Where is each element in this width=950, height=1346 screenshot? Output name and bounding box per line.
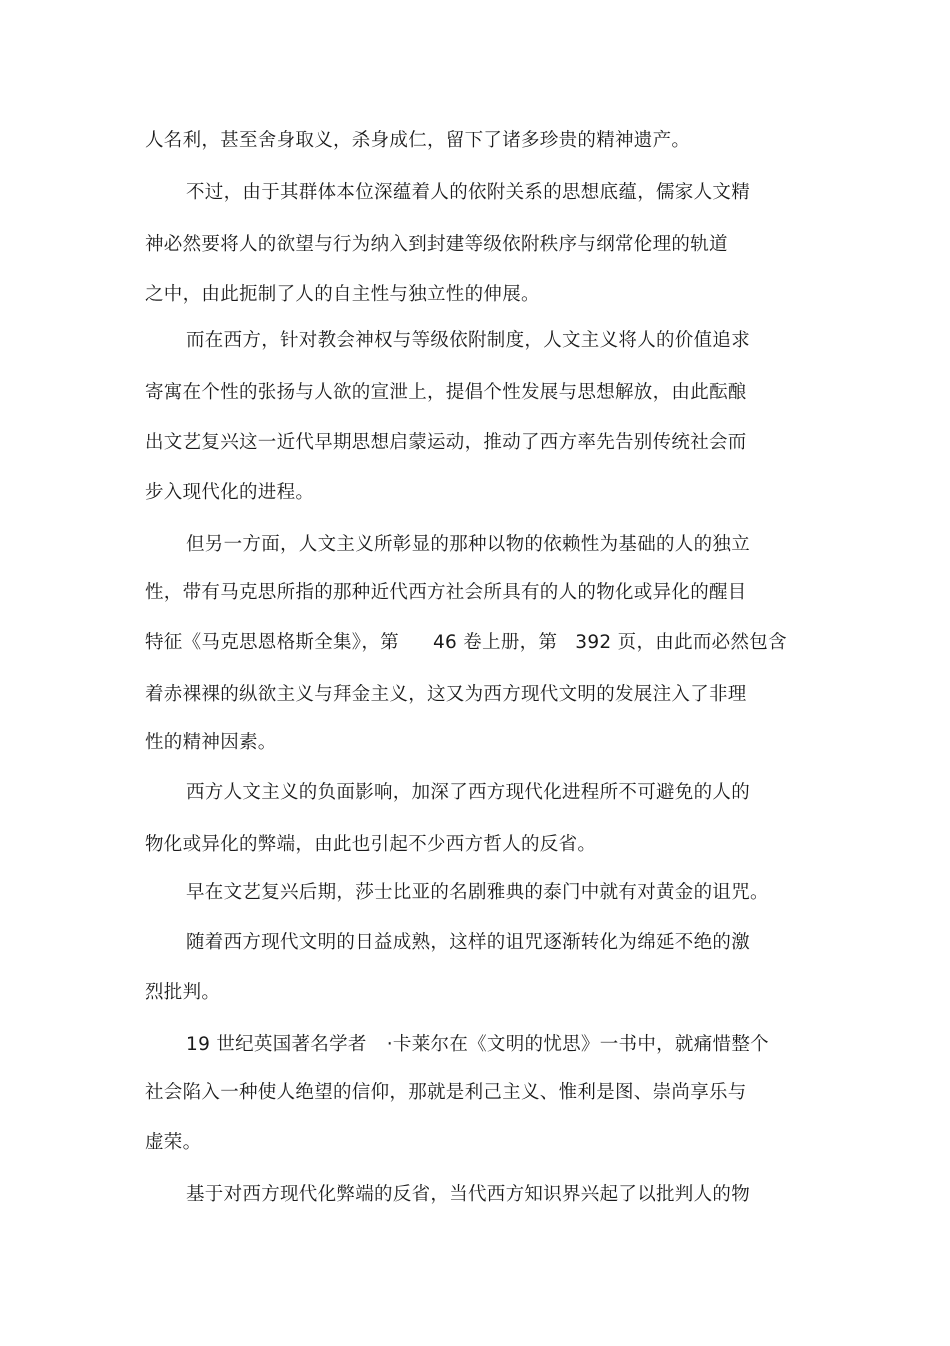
text-segment: ·卡莱尔在《文明的忧思》一书中，就痛惜整个 [386, 1034, 769, 1055]
text-line: 人名利，甚至舍身取义，杀身成仁，留下了诸多珍贵的精神遗产。 [145, 130, 691, 151]
text-segment: 特征《马克思恩格斯全集》，第 [145, 632, 399, 653]
text-line: 出文艺复兴这一近代早期思想启蒙运动，推动了西方率先告别传统社会而 [145, 432, 747, 453]
text-line: 性，带有马克思所指的那种近代西方社会所具有的人的物化或异化的醒目 [145, 582, 747, 603]
text-line: 着赤裸裸的纵欲主义与拜金主义，这又为西方现代文明的发展注入了非理 [145, 684, 747, 705]
text-line: 随着西方现代文明的日益成熟，这样的诅咒逐渐转化为绵延不绝的激 [186, 932, 751, 953]
text-segment: 392 页，由此而必然包含 [575, 632, 787, 653]
text-line: 西方人文主义的负面影响，加深了西方现代化进程所不可避免的人的 [186, 782, 751, 803]
text-line: 寄寓在个性的张扬与人欲的宣泄上，提倡个性发展与思想解放，由此酝酿 [145, 382, 747, 403]
text-line: 不过，由于其群体本位深蕴着人的依附关系的思想底蕴，儒家人文精 [186, 182, 751, 203]
text-line: 性的精神因素。 [145, 732, 277, 753]
text-line: 而在西方，针对教会神权与等级依附制度，人文主义将人的价值追求 [186, 330, 751, 351]
text-line: 基于对西方现代化弊端的反省，当代西方知识界兴起了以批判人的物 [186, 1184, 751, 1205]
text-line [186, 1032, 769, 1058]
text-line: 之中，由此扼制了人的自主性与独立性的伸展。 [145, 284, 540, 305]
text-line: 步入现代化的进程。 [145, 482, 315, 503]
text-segment: 46 卷上册，第 [432, 632, 558, 653]
text-line [145, 630, 787, 656]
text-line: 虚荣。 [145, 1132, 202, 1153]
text-line: 烈批判。 [145, 982, 221, 1003]
text-segment: 19 世纪英国著名学者 [186, 1034, 367, 1055]
text-line: 社会陷入一种使人绝望的信仰，那就是利己主义、惟利是图、崇尚享乐与 [145, 1082, 747, 1103]
text-line: 但另一方面，人文主义所彰显的那种以物的依赖性为基础的人的独立 [186, 534, 751, 555]
text-line: 物化或异化的弊端，由此也引起不少西方哲人的反省。 [145, 834, 597, 855]
text-line: 早在文艺复兴后期，莎士比亚的名剧雅典的泰门中就有对黄金的诅咒。 [186, 882, 769, 903]
text-line: 神必然要将人的欲望与行为纳入到封建等级依附秩序与纲常伦理的轨道 [145, 234, 728, 255]
